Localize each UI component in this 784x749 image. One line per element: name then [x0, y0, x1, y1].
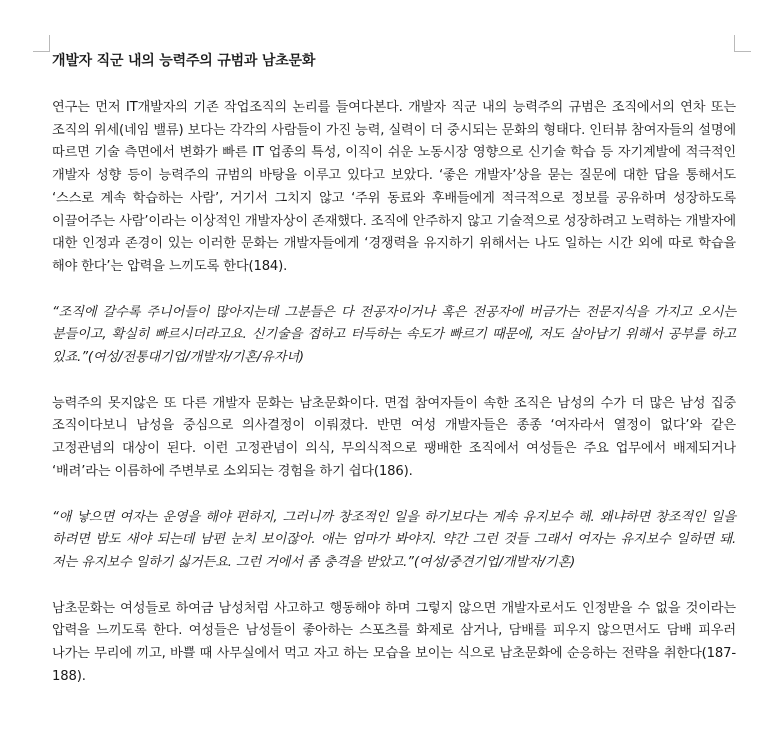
document-body[interactable]: [52, 49, 736, 711]
interview-quote[interactable]: “애 낳으면 여자는 운영을 해야 편하지, 그러니까 창조적인 일을 하기보다는 계속 유지보수 해. 왜냐하면 창조적인 일을 하려면 밤도 새야 되는데 남편 눈치 보이잖아. 애는 엄마가 봐야지. 약간 그런 것들 그래서 여자는 유지보수 일하면 돼. 저는 유지보수 일하기 싫거든요. 그런 거에서 좀 충격을 받았고.”(여성/중견기업/개발자/기혼): [52, 509, 736, 570]
body-paragraph[interactable]: 능력주의 못지않은 또 다른 개발자 문화는 남초문화이다. 면접 참여자들이 속한 조직은 남성의 수가 더 많은 남성 집중 조직이다보니 남성을 중심으로 의사결정이 이뤄졌다. 반면 여성 개발자들은 종종 ‘여자라서 열정이 없다’와 같은 고정관념의 대상이 된다. 이런 고정관념이 의식, 무의식적으로 팽배한 조직에서 여성들은 주요 업무에서 배제되거나 ‘배려’라는 이름하에 주변부로 소외되는 경험을 하기 쉽다(186).: [52, 395, 736, 479]
body-paragraph[interactable]: 연구는 먼저 IT개발자의 기존 작업조직의 논리를 들여다본다. 개발자 직군 내의 능력주의 규범은 조직에서의 연차 또는 조직의 위세(네임 밸류) 보다는 각각의 사람들이 가진 능력, 실력이 더 중시되는 문화의 형태다. 인터뷰 참여자들의 설명에 따르면 기술 측면에서 변화가 빠른 IT 업종의 특성, 이직이 쉬운 노동시장 영향으로 신기술 학습 등 자기계발에 적극적인 개발자 성향 등이 능력주의 규범의 바탕을 이루고 있다고 보았다. ‘좋은 개발자’상을 묻는 질문에 대한 답을 통해서도 ‘스스로 계속 학습하는 사람’, 거기서 그치지 않고 ‘주위 동료와 후배들에게 적극적으로 정보를 공유하며 성장하도록 이끌어주는 사람’이라는 이상적인 개발자상이 존재했다. 조직에 안주하지 않고 기술적으로 성장하려고 노력하는 개발자에 대한 인정과 존경이 있는 이러한 문화는 개발자들에게 ‘경쟁력을 유지하기 위해서는 나도 일하는 시간 외에 따로 학습을 해야 한다’는 압력을 느끼도록 한다(184).: [52, 100, 736, 274]
body-paragraph[interactable]: 남초문화는 여성들로 하여금 남성처럼 사고하고 행동해야 하며 그렇지 않으면 개발자로서도 인정받을 수 없을 것이라는 압력을 느끼도록 한다. 여성들은 남성들이 좋아하는 스포츠를 화제로 삼거나, 담배를 피우지 않으면서도 담배 피우러 나가는 무리에 끼고, 바쁠 때 사무실에서 먹고 자고 하는 모습을 보이는 식으로 남초문화에 순응하는 전략을 취한다(187-188).: [52, 600, 736, 684]
interview-quote[interactable]: “조직에 갈수록 주니어들이 많아지는데 그분들은 다 전공자이거나 혹은 전공자에 버금가는 전문지식을 가지고 오시는 분들이고, 확실히 빠르시더라고요. 신기술을 접하고 터득하는 속도가 빠르기 때문에, 저도 살아남기 위해서 공부를 하고 있죠.”(여성/전통대기업/개발자/기혼/유자녀): [52, 304, 736, 366]
margin-corner-mark-top-right: [734, 35, 751, 52]
margin-corner-mark-top-left: [33, 35, 50, 52]
section-heading: 개발자 직군 내의 능력주의 규범과 남초문화: [52, 53, 316, 69]
